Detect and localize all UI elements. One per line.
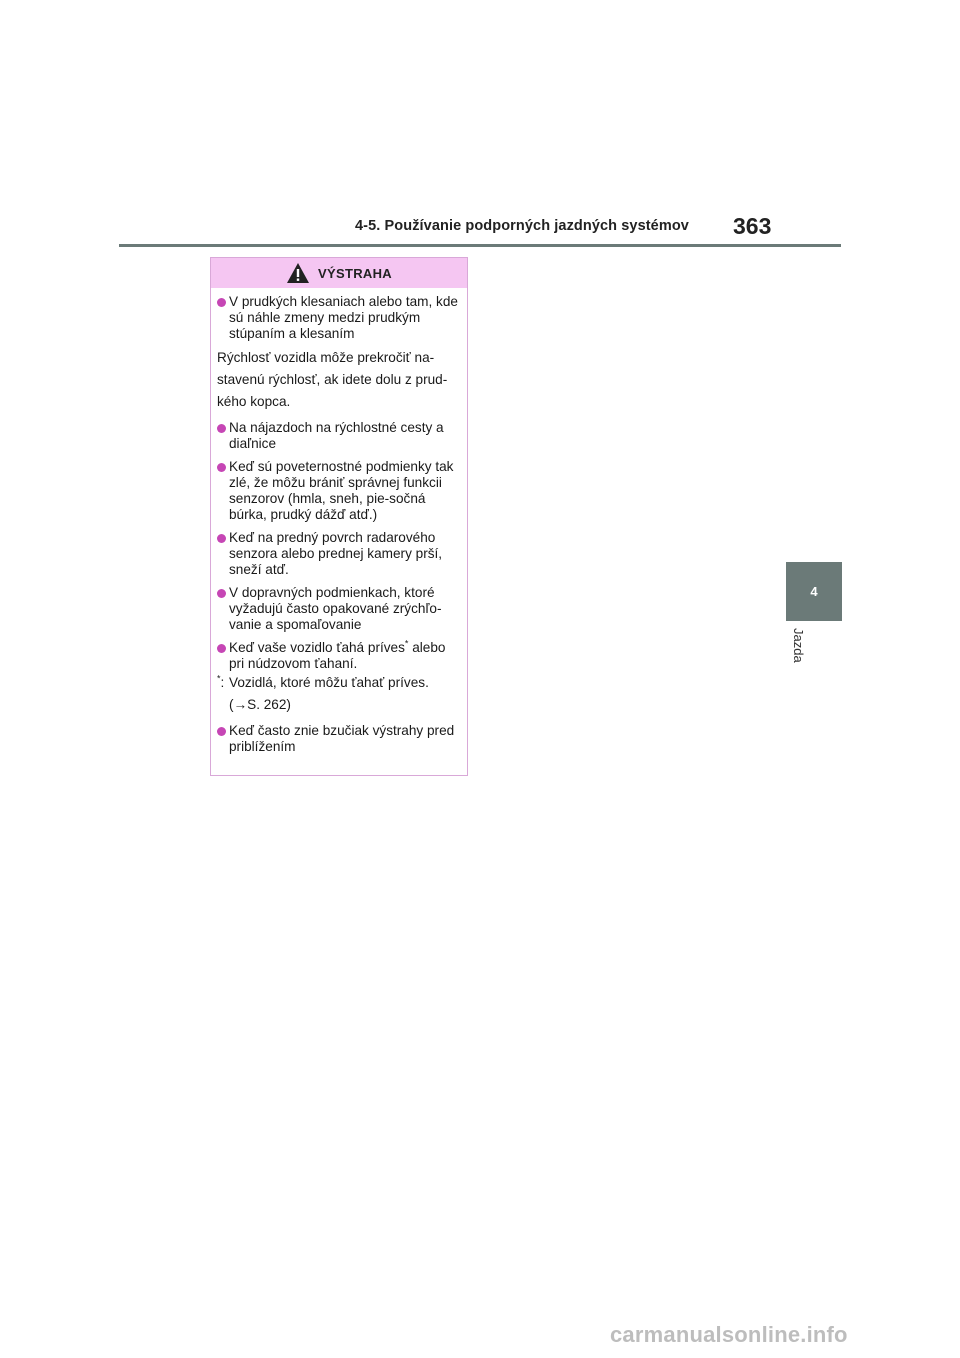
footnote-mark: *: — [217, 673, 225, 690]
list-item-text: V prudkých klesaniach alebo tam, kde sú náhle zmeny medzi prudkým stúpaním a klesaním — [229, 294, 458, 341]
list-item-text-suffix: alebo pri núdzovom ťahaní. — [229, 640, 446, 671]
watermark-text: carmanualsonline.info — [610, 1322, 848, 1347]
bullet-icon — [217, 298, 226, 307]
warning-box — [210, 257, 468, 776]
page-number: 363 — [733, 213, 772, 239]
list-item-text — [229, 640, 461, 672]
section-title: 4-5. Používanie podporných jazdných systémov — [355, 218, 689, 234]
warning-body — [211, 288, 467, 755]
bullet-icon — [217, 534, 226, 543]
warning-triangle-icon — [286, 262, 310, 284]
list-item — [217, 420, 461, 452]
list-item-text: Na nájazdoch na rýchlostné cesty a diaľnice — [229, 420, 444, 451]
chapter-tab[interactable] — [786, 562, 842, 621]
bullet-icon — [217, 644, 226, 653]
list-item — [217, 459, 461, 523]
list-item-text-main: Keď vaše vozidlo ťahá príves — [229, 640, 405, 655]
list-item-text: Keď často znie bzučiak výstrahy pred priblížením — [229, 723, 455, 754]
warning-title: VÝSTRAHA — [318, 265, 392, 281]
bullet-icon — [217, 589, 226, 598]
list-item — [217, 723, 461, 755]
footnote — [217, 675, 461, 691]
footnote-ref-mark: * — [404, 638, 409, 649]
chapter-number: 4 — [810, 584, 818, 599]
bullet-icon — [217, 424, 226, 433]
list-item — [217, 585, 461, 633]
footnote-text: Vozidlá, ktoré môžu ťahať príves. — [229, 675, 429, 690]
warning-paragraph: Rýchlosť vozidla môže prekročiť na-stavenú rýchlosť, ak idete dolu z prud-kého kopca. — [217, 350, 448, 409]
header-divider — [119, 244, 841, 247]
page-reference-link[interactable]: (→S. 262) — [229, 697, 291, 712]
chapter-label: Jazda — [791, 628, 806, 663]
list-item — [217, 294, 461, 342]
warning-header — [211, 258, 467, 288]
list-item-text: Keď na predný povrch radarového senzora alebo prednej kamery prší, sneží atď. — [229, 530, 443, 577]
list-item-text: Keď sú poveternostné podmienky tak zlé, že môžu brániť správnej funkcii senzorov (hmla, sneh, pie-sočná búrka, prudký dážď atď.) — [229, 459, 454, 522]
list-item — [217, 530, 461, 578]
bullet-icon — [217, 463, 226, 472]
list-item — [217, 640, 461, 672]
list-item-text: V dopravných podmienkach, ktoré vyžadujú často opakované zrýchľo-vanie a spomaľovanie — [229, 585, 442, 632]
bullet-icon — [217, 727, 226, 736]
